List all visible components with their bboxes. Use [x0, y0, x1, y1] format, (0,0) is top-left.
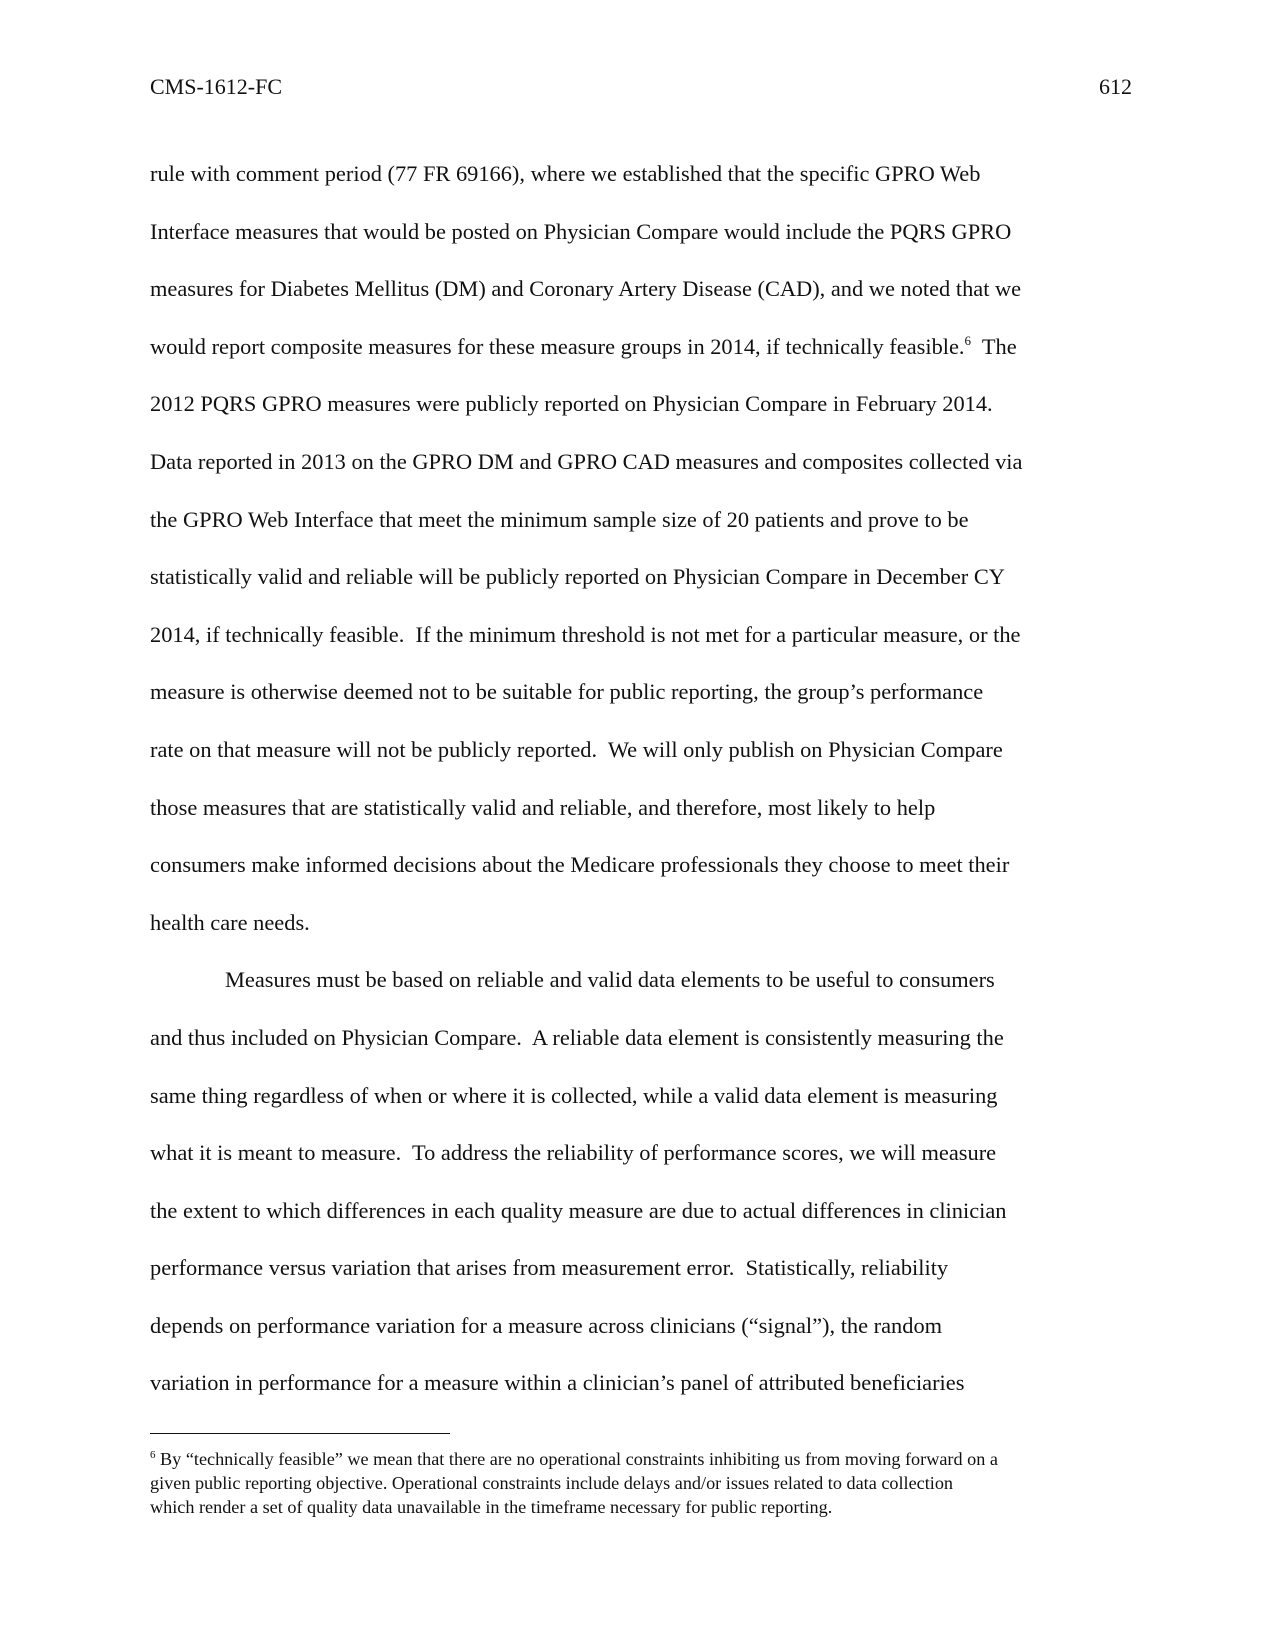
footnote-marker: 6 [150, 1449, 156, 1461]
text-line: statistically valid and reliable will be publicly reported on Physician Compare in December CY [150, 564, 1005, 590]
body-text [150, 145, 1140, 1412]
text-segment: The [971, 333, 1017, 359]
footnote-reference[interactable]: 6 [964, 332, 972, 348]
text-line: same thing regardless of when or where it is collected, while a valid data element is measuring [150, 1082, 998, 1108]
text-line: variation in performance for a measure within a clinician’s panel of attributed beneficiaries [150, 1370, 965, 1396]
footnote-line [150, 1447, 1140, 1471]
page-number: 612 [1099, 74, 1132, 99]
footnote-separator [150, 1433, 450, 1434]
footnote-line: given public reporting objective. Operational constraints include delays and/or issues related to data collection [150, 1473, 954, 1493]
text-segment: By “technically feasible” we mean that there are no operational constraints inhibiting us from moving forward on a [155, 1449, 998, 1469]
footnote-line: which render a set of quality data unavailable in the timeframe necessary for public reporting. [150, 1497, 833, 1517]
text-line: Data reported in 2013 on the GPRO DM and GPRO CAD measures and composites collected via [150, 448, 1023, 474]
text-line: measure is otherwise deemed not to be suitable for public reporting, the group’s performance [150, 679, 984, 705]
running-header [150, 74, 1132, 100]
text-line: the GPRO Web Interface that meet the minimum sample size of 20 patients and prove to be [150, 506, 969, 532]
text-line: 2012 PQRS GPRO measures were publicly reported on Physician Compare in February 2014. [150, 391, 993, 417]
text-line: 2014, if technically feasible. If the minimum threshold is not met for a particular measure, or the [150, 621, 1021, 647]
paragraph-1 [150, 145, 1140, 951]
text-line: performance versus variation that arises from measurement error. Statistically, reliability [150, 1255, 949, 1281]
text-segment: would report composite measures for these measure groups in 2014, if technically feasible. [150, 333, 965, 359]
text-line: rate on that measure will not be publicly reported. We will only publish on Physician Compare [150, 736, 1003, 762]
text-line: those measures that are statistically valid and reliable, and therefore, most likely to help [150, 794, 936, 820]
text-line: what it is meant to measure. To address the reliability of performance scores, we will measure [150, 1140, 997, 1166]
text-line: Measures must be based on reliable and valid data elements to be useful to consumers [225, 967, 995, 993]
text-line: depends on performance variation for a measure across clinicians (“signal”), the random [150, 1312, 943, 1338]
text-line: health care needs. [150, 909, 310, 935]
text-line: and thus included on Physician Compare. A reliable data element is consistently measuring the [150, 1024, 1004, 1050]
text-line: measures for Diabetes Mellitus (DM) and Coronary Artery Disease (CAD), and we noted that we [150, 276, 1022, 302]
text-line: the extent to which differences in each quality measure are due to actual differences in clinician [150, 1197, 1007, 1223]
footnote [150, 1447, 1140, 1519]
text-line: Interface measures that would be posted on Physician Compare would include the PQRS GPRO [150, 218, 1012, 244]
document-id: CMS-1612-FC [150, 74, 283, 99]
paragraph-2 [150, 951, 1140, 1412]
text-line-with-footnote-ref [150, 318, 1140, 376]
text-line: consumers make informed decisions about the Medicare professionals they choose to meet their [150, 852, 1010, 878]
text-line: rule with comment period (77 FR 69166), where we established that the specific GPRO Web [150, 161, 981, 186]
